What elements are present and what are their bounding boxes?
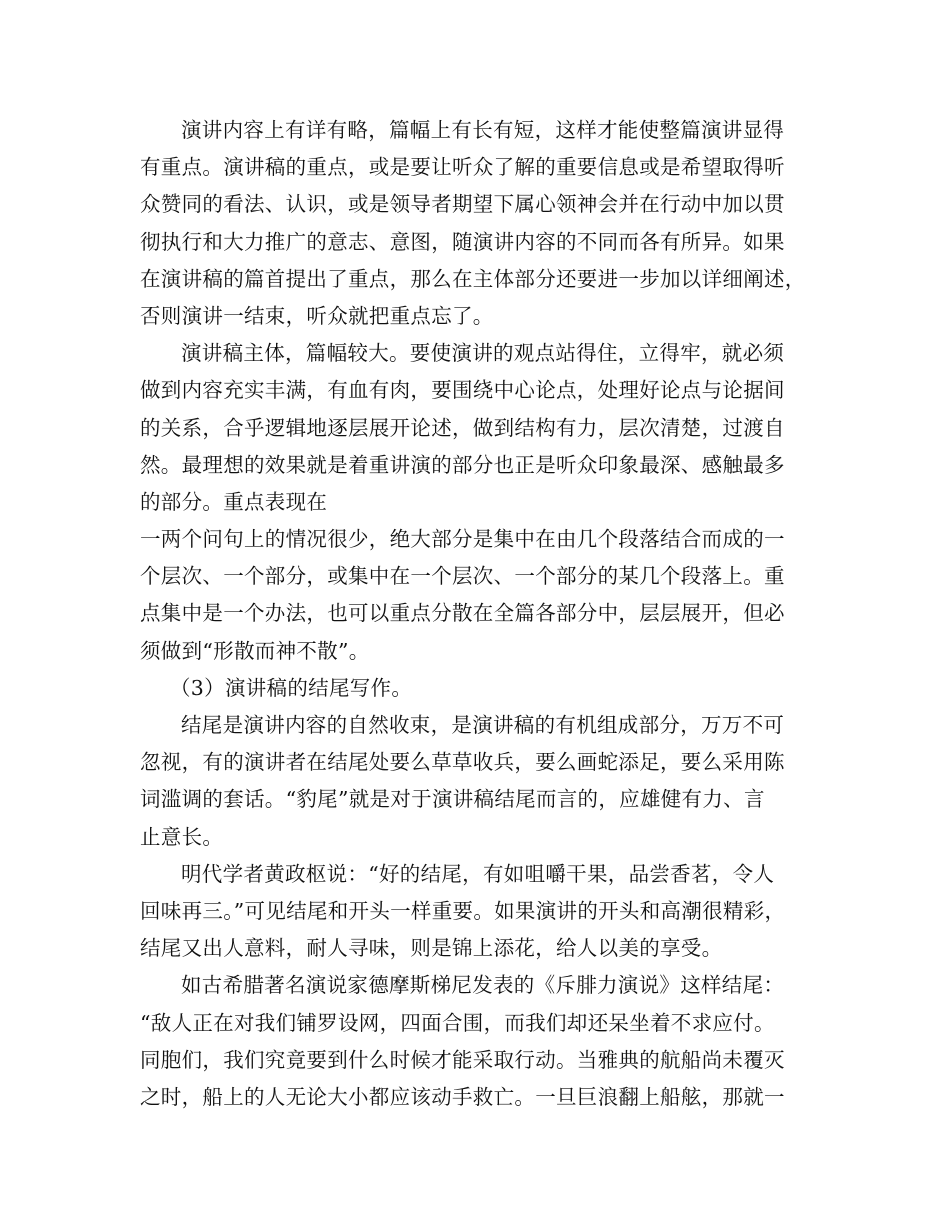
text-line: 一两个问句上的情况很少，绝大部分是集中在由几个段落结合而成的一 [140,527,785,552]
text-line: 回味再三。”可见结尾和开头一样重要。如果演讲的开头和高潮很精彩， [140,898,786,923]
text-line: 明代学者黄政枢说：“好的结尾，有如咀嚼干果，品尝香茗，令人 [181,861,775,886]
text-line: 的部分。重点表现在 [140,489,328,514]
text-line: 然。最理想的效果就是着重讲演的部分也正是听众印象最深、感触最多 [140,452,785,477]
text-line: 做到内容充实丰满，有血有肉，要围绕中心论点，处理好论点与论据间 [140,378,785,403]
text-line: 忽视，有的演讲者在结尾处要么草草收兵，要么画蛇添足，要么采用陈 [140,750,785,775]
text-line: 个层次、一个部分，或集中在一个层次、一个部分的某几个段落上。重 [140,564,785,589]
text-line: 演讲内容上有详有略，篇幅上有长有短，这样才能使整篇演讲显得 [181,118,785,142]
text-line: 众赞同的看法、认识，或是领导者期望下属心领神会并在行动中加以贯 [140,192,785,217]
text-line: 否则演讲一结束，听众就把重点忘了。 [140,303,494,328]
document-page [140,112,820,1116]
text-line: 同胞们，我们究竟要到什么时候才能采取行动。当雅典的航船尚未覆灭 [140,1047,785,1072]
text-line: 之时，船上的人无论大小都应该动手救亡。一旦巨浪翻上船舷，那就一 [140,1084,785,1109]
text-line: 结尾是演讲内容的自然收束，是演讲稿的有机组成部分，万万不可 [181,713,785,737]
text-line: 须做到“形散而神不散”。 [140,638,370,663]
text-line: 点集中是一个办法，也可以重点分散在全篇各部分中，层层展开，但必 [140,601,785,626]
text-line: 止意长。 [140,824,224,849]
section-heading: （3）演讲稿的结尾写作。 [170,675,413,700]
text-line: 演讲稿主体，篇幅较大。要使演讲的观点站得住，立得牢，就必须 [181,341,785,366]
text-line: 有重点。演讲稿的重点，或是要让听众了解的重要信息或是希望取得听 [140,155,785,180]
text-line: 的关系，合乎逻辑地逐层展开论述，做到结构有力，层次清楚，过渡自 [140,415,785,440]
text-line: 如古希腊著名演说家德摩斯梯尼发表的《斥腓力演说》这样结尾： [181,973,785,998]
text-line: 在演讲稿的篇首提出了重点，那么在主体部分还要进一步加以详细阐述， [140,266,806,291]
text-line: “敌人正在对我们铺罗设网，四面合围，而我们却还呆坐着不求应付。 [140,1010,775,1035]
text-line: 彻执行和大力推广的意志、意图，随演讲内容的不同而各有所异。如果 [140,229,785,254]
text-line: 词滥调的套话。“豹尾”就是对于演讲稿结尾而言的，应雄健有力、言 [140,787,765,812]
text-line: 结尾又出人意料，耐人寻味，则是锦上添花，给人以美的享受。 [140,936,723,961]
